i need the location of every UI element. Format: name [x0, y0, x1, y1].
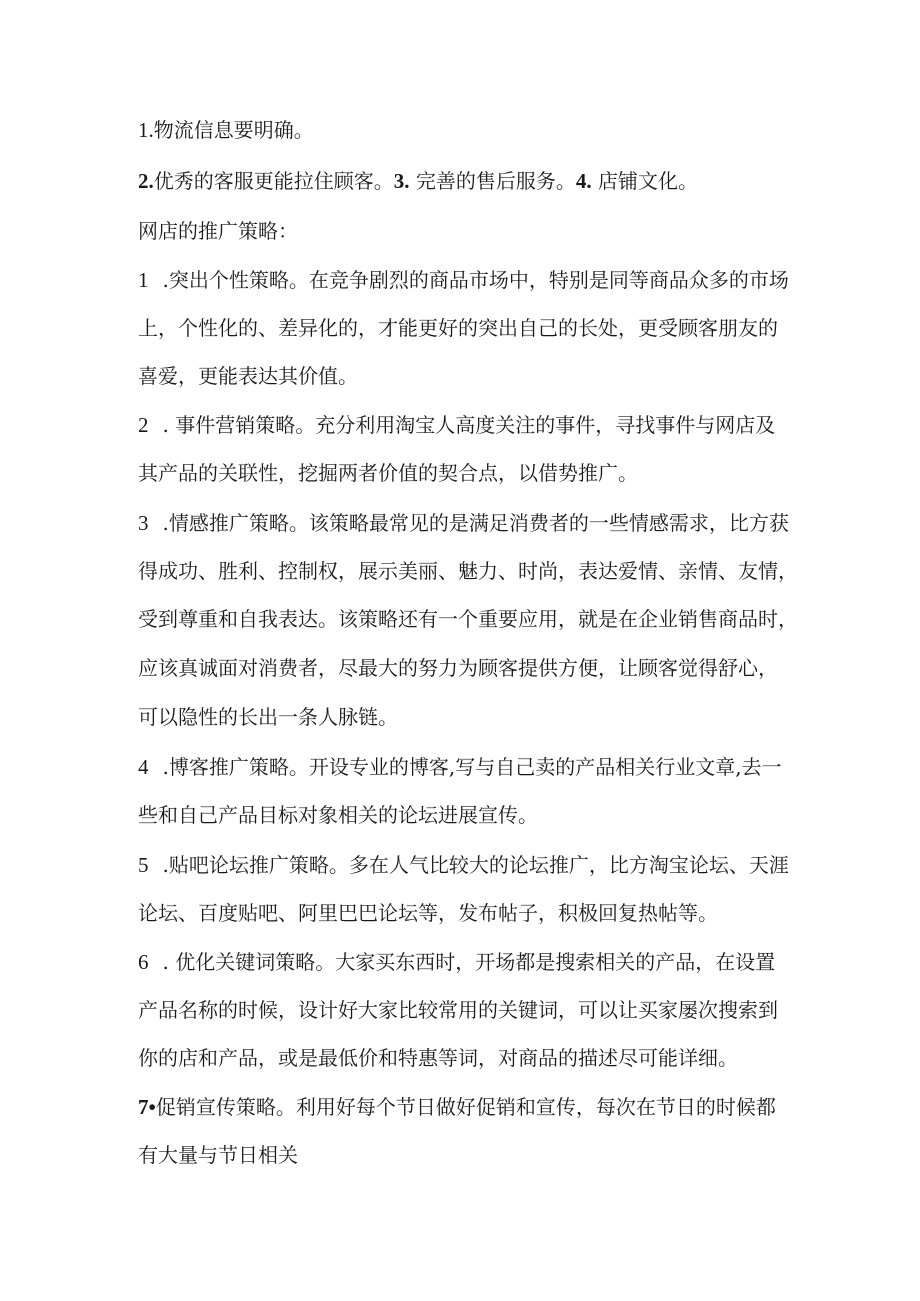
section-heading: 网店的推广策略：	[138, 219, 298, 243]
item-text: 物流信息要明确。	[153, 118, 314, 142]
strategy-6-line-3: 你的店和产品，或是最低价和特惠等词，对商品的描述尽可能详细。	[138, 1046, 738, 1070]
list-item-service-row	[138, 167, 698, 195]
strategy-number: 6	[138, 950, 149, 974]
strategy-7-line-1: 7•促销宣传策略。利用好每个节日做好促销和宣传，每次在节日的时候都	[138, 1095, 776, 1119]
item-text: 完善的售后服务。	[415, 169, 576, 193]
strategy-5-line-1: 5 .贴吧论坛推广策略。多在人气比较大的论坛推广，比方淘宝论坛、天涯	[138, 853, 789, 877]
list-item-logistics	[138, 116, 314, 144]
strategy-1-line-2: 上，个性化的、差异化的，才能更好的突出自己的长处，更受顾客朋友的	[138, 316, 778, 340]
strategy-6-line-2: 产品名称的时候，设计好大家比较常用的关键词，可以让买家屡次搜索到	[138, 998, 778, 1022]
strategy-number: 3	[138, 511, 149, 535]
strategy-3-line-4: 应该真诚面对消费者，尽最大的努力为顾客提供方便，让顾客觉得舒心，	[138, 656, 778, 680]
strategy-3-line-1: 3 .情感推广策略。该策略最常见的是满足消费者的一些情感需求，比方获	[138, 511, 789, 535]
strategy-3-line-5: 可以隐性的长出一条人脉链。	[138, 705, 398, 729]
item-text: 优秀的客服更能拉住顾客。	[153, 169, 394, 193]
item-number: 2.	[138, 169, 154, 193]
strategy-2-line-2: 其产品的关联性，挖掘两者价值的契合点，以借势推广。	[138, 461, 638, 485]
strategy-1-line-3: 喜爱，更能表达其价值。	[138, 364, 358, 388]
strategy-number: 1	[138, 268, 149, 292]
strategy-number: 7•	[138, 1095, 156, 1119]
strategy-3-line-3: 受到尊重和自我表达。该策略还有一个重要应用，就是在企业销售商品时，	[138, 607, 798, 631]
item-number: 1.	[138, 118, 154, 142]
strategy-4-line-1: 4 .博客推广策略。开设专业的博客,写与自己卖的产品相关行业文章,去一	[138, 755, 782, 779]
strategy-2-line-1: 2 . 事件营销策略。充分利用淘宝人高度关注的事件，寻找事件与网店及	[138, 413, 776, 437]
strategy-number: 4	[138, 755, 149, 779]
strategy-4-line-2: 些和自己产品目标对象相关的论坛进展宣传。	[138, 803, 538, 827]
strategy-3-line-2: 得成功、胜利、控制权，展示美丽、魅力、时尚，表达爱情、亲情、友情，	[138, 559, 798, 583]
item-number: 3.	[393, 169, 410, 193]
item-number: 4.	[575, 169, 592, 193]
strategy-6-line-1: 6 . 优化关键词策略。大家买东西时，开场都是搜索相关的产品，在设置	[138, 950, 776, 974]
strategy-number: 2	[138, 413, 149, 437]
strategy-5-line-2: 论坛、百度贴吧、阿里巴巴论坛等，发布帖子，积极回复热帖等。	[138, 901, 718, 925]
strategy-7-line-2: 有大量与节日相关	[138, 1143, 298, 1167]
strategy-1-line-1: 1 .突出个性策略。在竞争剧烈的商品市场中，特别是同等商品众多的市场	[138, 268, 789, 292]
item-text: 店铺文化。	[597, 169, 698, 193]
strategy-number: 5	[138, 853, 149, 877]
